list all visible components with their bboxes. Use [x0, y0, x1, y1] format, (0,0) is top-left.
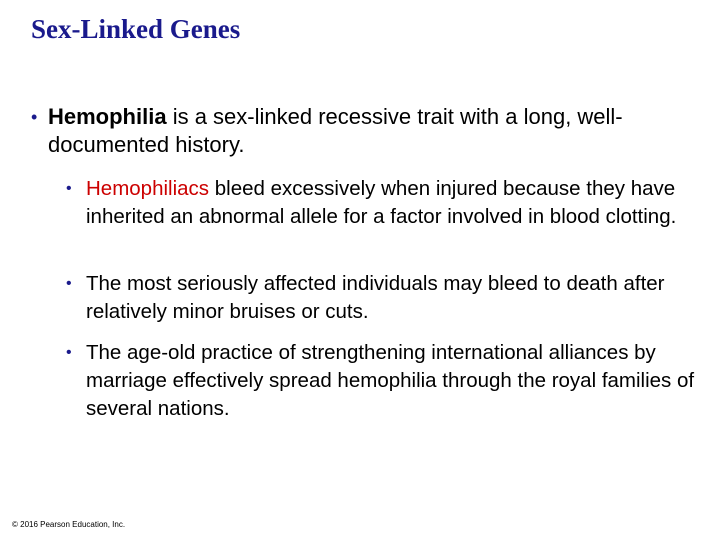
sub-bullet-royal-families: [66, 339, 696, 423]
bullet-icon: •: [66, 275, 72, 292]
main-bullet-text: [48, 103, 671, 159]
copyright-notice: © 2016 Pearson Education, Inc.: [12, 520, 126, 529]
sub-bullet-severity: [66, 270, 696, 326]
main-bullet-body: is a sex-linked recessive trait with a long, well-documented history.: [48, 104, 623, 157]
term-hemophiliacs: Hemophiliacs: [86, 177, 210, 200]
sub-bullet-text: [86, 175, 696, 231]
sub-bullet-text: The age-old practice of strengthening international alliances by marriage effectively spread hemophilia through the royal families of several nations.: [86, 341, 695, 420]
term-hemophilia: Hemophilia: [48, 104, 167, 129]
bullet-icon: •: [31, 107, 38, 127]
bullet-icon: •: [66, 344, 72, 361]
main-bullet: [31, 103, 671, 159]
sub-bullet-body: bleed excessively when injured because they have inherited an abnormal allele for a factor involved in blood clotting.: [86, 177, 677, 228]
bullet-icon: •: [66, 180, 72, 197]
sub-bullet-text: The most seriously affected individuals may bleed to death after relatively minor bruises or cuts.: [86, 272, 665, 323]
sub-bullet-hemophiliacs: [66, 175, 696, 231]
slide-title: Sex-Linked Genes: [31, 14, 241, 44]
